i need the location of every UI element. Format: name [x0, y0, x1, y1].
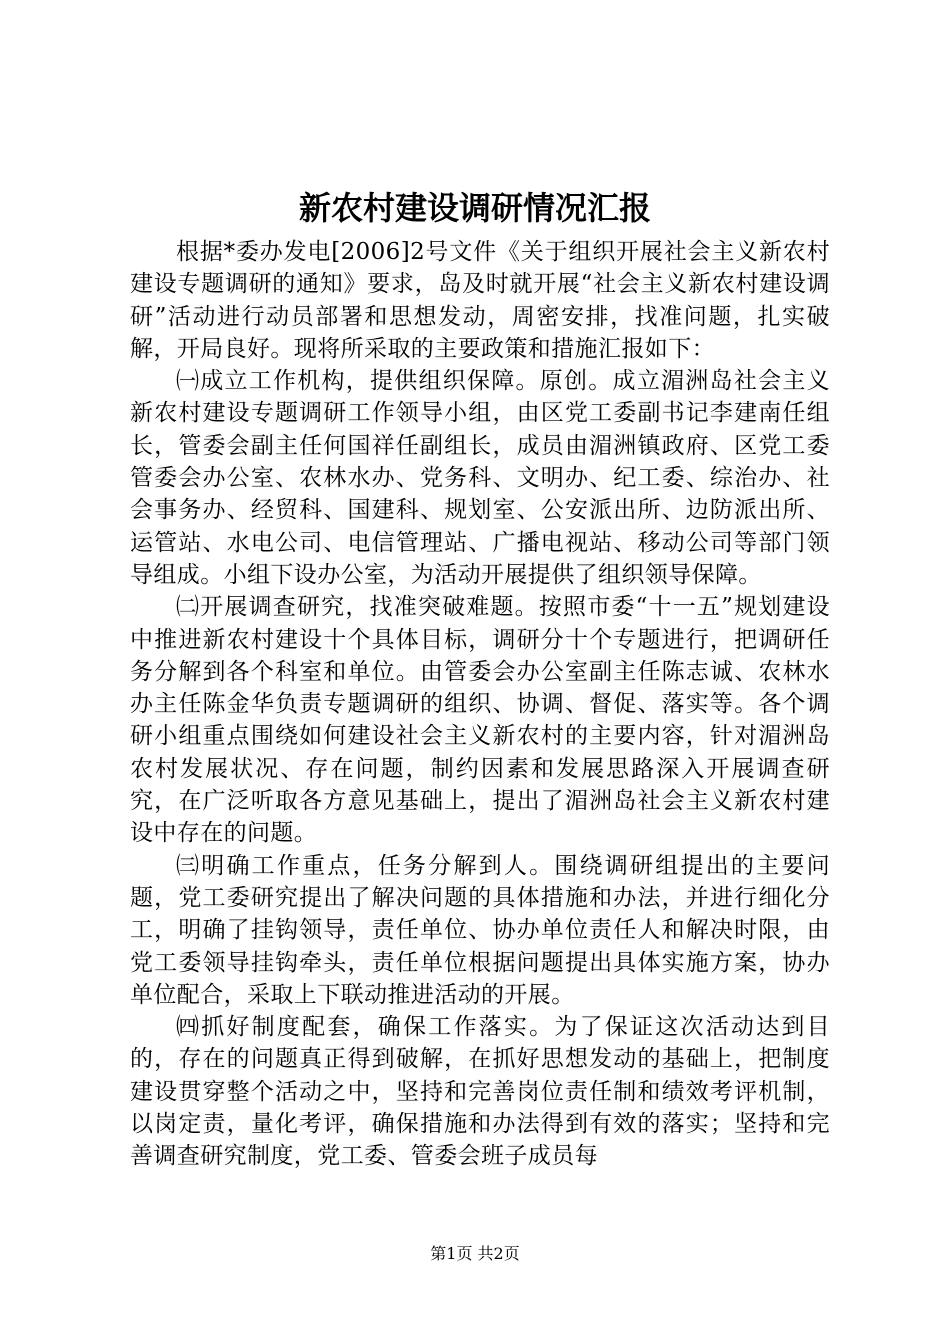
document-body — [130, 236, 830, 1173]
section-2-paragraph: ㈡开展调查研究，找准突破难题。按照市委“十一五”规划建设中推进新农村建设十个具体目标，调研分十个专题进行，把调研任务分解到各个科室和单位。由管委会办公室副主任陈志诚、农林水办主任陈金华负责专题调研的组织、协调、督促、落实等。各个调研小组重点围绕如何建设社会主义新农村的主要内容，针对湄洲岛农村发展状况、存在问题，制约因素和发展思路深入开展调查研究，在广泛听取各方意见基础上，提出了湄洲岛社会主义新农村建设中存在的问题。 — [130, 594, 830, 847]
section-1-paragraph: ㈠成立工作机构，提供组织保障。原创。成立湄洲岛社会主义新农村建设专题调研工作领导小组，由区党工委副书记李建南任组长，管委会副主任何国祥任副组长，成员由湄洲镇政府、区党工委管委会办公室、农林水办、党务科、文明办、纪工委、综治办、社会事务办、经贸科、国建科、规划室、公安派出所、边防派出所、运管站、水电公司、电信管理站、广播电视站、移动公司等部门领导组成。小组下设办公室，为活动开展提供了组织领导保障。 — [130, 368, 830, 588]
document-title: 新农村建设调研情况汇报 — [298, 189, 651, 227]
intro-paragraph: 根据*委办发电[2006]2号文件《关于组织开展社会主义新农村建设专题调研的通知》要求，岛及时就开展“社会主义新农村建设调研”活动进行动员部署和思想发动，周密安排，找准问题，扎实破解，开局良好。现将所采取的主要政策和措施汇报如下： — [130, 239, 830, 362]
page-number-footer: 第1页 共2页 — [430, 1244, 520, 1263]
section-4-paragraph: ㈣抓好制度配套，确保工作落实。为了保证这次活动达到目的，存在的问题真正得到破解，在抓好思想发动的基础上，把制度建设贯穿整个活动之中，坚持和完善岗位责任制和绩效考评机制，以岗定责，量化考评，确保措施和办法得到有效的落实；坚持和完善调查研究制度，党工委、管委会班子成员每 — [130, 1014, 830, 1170]
section-3-paragraph: ㈢明确工作重点，任务分解到人。围绕调研组提出的主要问题，党工委研究提出了解决问题的具体措施和办法，并进行细化分工，明确了挂钩领导，责任单位、协办单位责任人和解决时限，由党工委领导挂钩牵头，责任单位根据问题提出具体实施方案，协办单位配合，采取上下联动推进活动的开展。 — [130, 852, 830, 1008]
